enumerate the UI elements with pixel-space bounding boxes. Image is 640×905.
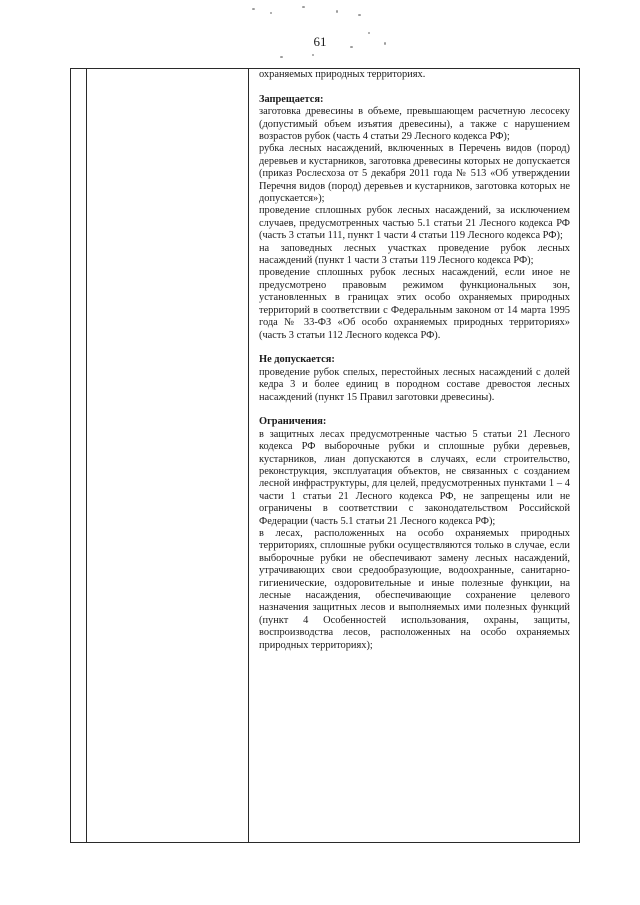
paragraph: на заповедных лесных участках проведение рубок лесных насаждений (пункт 1 части 3 статьи 119 Лесного кодекса РФ);: [259, 242, 570, 267]
regulation-text-cell: [259, 69, 570, 652]
page-number: 61: [313, 34, 327, 49]
paragraph: проведение сплошных рубок лесных насаждений, за исключением случаев, предусмотренных частью 5.1 статьи 21 Лесного кодекса РФ (часть 3 статьи 111, пункт 1 части 4 статьи 119 Лесного кодекса РФ);: [259, 205, 570, 242]
section-heading: Запрещается:: [259, 93, 324, 105]
paragraph: проведение сплошных рубок лесных насаждений, если иное не предусмотрено правовым режимом функциональных зон, установленных в границах этих особо охраняемых природных территорий в соответствии с Федеральным законом от 14 марта 1995 года № 33-ФЗ «Об особо охраняемых природных территориях» (часть 3 статьи 112 Лесного кодекса РФ).: [259, 267, 570, 341]
scan-speckle: [240, 2, 400, 60]
section-heading: Не допускается:: [259, 354, 335, 366]
section-heading: Ограничения:: [259, 416, 327, 428]
paragraph: рубка лесных насаждений, включенных в Перечень видов (пород) деревьев и кустарников, заготовка древесины которых не допускается (приказ Рослесхоза от 5 декабря 2011 года № 513 «Об утверждении Перечня видов (пород) деревьев и кустарников, заготовка которых не допускается»);: [259, 143, 570, 205]
paragraph: в лесах, расположенных на особо охраняемых природных территориях, сплошные рубки осуществляются только в случае, если выборочные рубки не обеспечивают замену лесных насаждений, утрачивающих свои средообразующие, водоохранные, санитарно-гигиенические, оздоровительные и иные полезные функции, на лесные насаждения, обеспечивающие сохранение целевого назначения защитных лесов и выполняемых ими полезных функций (пункт 4 Особенностей использования, охраны, защиты, воспроизводства лесов, расположенных на особо охраняемых природных территориях);: [259, 527, 570, 651]
paragraph: проведение рубок спелых, перестойных лесных насаждений с долей кедра 3 и более единиц в породном составе древостоя лесных насаждений (пункт 15 Правил заготовки древесины).: [259, 366, 570, 403]
column-divider-right: [248, 69, 249, 842]
document-table: [70, 68, 580, 843]
paragraph: охраняемых природных территориях.: [259, 69, 426, 80]
paragraph: в защитных лесах предусмотренные частью 5 статьи 21 Лесного кодекса РФ выборочные рубки и сплошные рубки деревьев, кустарников, лиан допускаются в случаях, если строительство, реконструкция, эксплуатация объектов, не связанных с созданием лесной инфраструктуры, для целей, предусмотренных пунктами 1 – 4 части 1 статьи 21 Лесного кодекса РФ, не запрещены или не ограничены в соответствии с законодательством Российской Федерации (часть 5.1 статьи 21 Лесного кодекса РФ);: [259, 428, 570, 527]
paragraph: заготовка древесины в объеме, превышающем расчетную лесосеку (допустимый объем изъятия древесины), а также с нарушением возрастов рубок (часть 4 статьи 29 Лесного кодекса РФ);: [259, 106, 570, 143]
column-divider-left: [86, 69, 87, 842]
